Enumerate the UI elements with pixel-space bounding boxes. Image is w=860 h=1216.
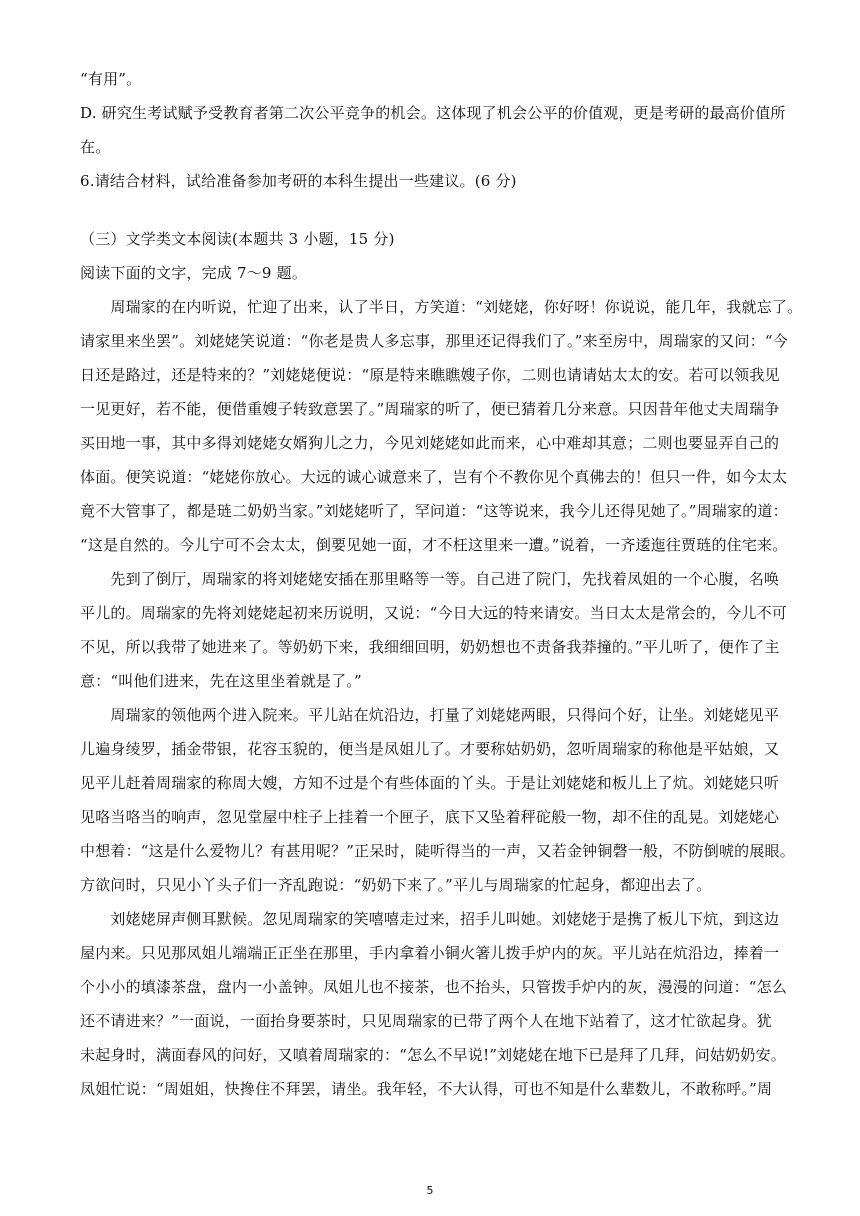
paragraph-line: 见咯当咯当的响声，忽见堂屋中柱子上挂着一个匣子，底下又坠着秤砣般一物，却不住的乱晃。刘姥姥心 [80,808,780,826]
paragraph-line: 凤姐忙说：“周姐姐，快搀住不拜罢，请坐。我年轻，不大认得，可也不知是什么辈数儿，不敢称呼。”周 [80,1080,773,1098]
paragraph-line: 还不请进来？”一面说，一面抬身要茶时，只见周瑞家的已带了两个人在地下站着了，这才忙欲起身。犹 [80,1012,772,1030]
paragraph-line: “这是自然的。今儿宁可不会太太，倒要见她一面，才不枉这里来一遭。”说着，一齐逶迤往贾琏的住宅来。 [80,536,788,554]
section-heading: （三）文学类文本阅读(本题共 3 小题，15 分) [80,230,395,248]
paragraph-line: 刘姥姥屏声侧耳默候。忽见周瑞家的笑嘻嘻走过来，招手儿叫她。刘姥姥于是携了板儿下炕，到这边 [80,910,780,928]
paragraph-3 [80,698,795,902]
paragraph-line: 意：“叫他们进来，先在这里坐着就是了。” [80,672,362,690]
paragraph-line: 平儿的。周瑞家的先将刘姥姥起初来历说明，又说：“今日大远的特来请安。当日太太是常会的，今儿不可 [80,604,788,622]
text-line: 在。 [80,138,111,156]
paragraph-line: 不见，所以我带了她进来了。等奶奶下来，我细细回明，奶奶想也不责备我莽撞的。”平儿听了，便作了主 [80,638,780,656]
paragraph-line: 儿遍身绫罗，插金带银，花容玉貌的，便当是凤姐儿了。才要称姑奶奶，忽听周瑞家的称他是平姑娘，又 [80,740,780,758]
paragraph-line: 周瑞家的在内听说，忙迎了出来，认了半日，方笑道：“刘姥姥，你好呀！你说说，能几年，我就忘了。 [80,298,803,316]
paragraph-2 [80,562,788,698]
reading-instruction: 阅读下面的文字，完成 7～9 题。 [80,264,308,282]
paragraph-line: 先到了倒厅，周瑞家的将刘姥姥安插在那里略等一等。自己进了院门，先找着凤姐的一个心腹，名唤 [80,570,780,588]
text-line: “有用”。 [80,70,142,88]
paragraph-line: 个小小的填漆茶盘，盘内一小盖钟。凤姐儿也不接茶，也不抬头，只管拨手炉内的灰，漫漫的问道：“怎么 [80,978,788,996]
paragraph-1 [80,290,803,562]
paragraph-line: 屋内来。只见那凤姐儿端端正正坐在那里，手内拿着小铜火箸儿拨手炉内的灰。平儿站在炕沿边，捧着一 [80,944,780,962]
paragraph-line: 未起身时，满面春风的问好，又嗔着周瑞家的：“怎么不早说!”刘姥姥在地下已是拜了几拜，问姑奶奶安。 [80,1046,786,1064]
paragraph-line: 请家里来坐罢”。刘姥姥笑说道：“你老是贵人多忘事，那里还记得我们了。”来至房中，周瑞家的又问：“今 [80,332,788,350]
spacer [80,198,784,222]
paragraph-4 [80,902,788,1106]
option-d-line: D. 研究生考试赋予受教育者第二次公平竞争的机会。这体现了机会公平的价值观，更是考研的最高价值所 [80,104,786,122]
paragraph-line: 一见更好，若不能，便借重嫂子转致意罢了。”周瑞家的听了，便已猜着几分来意。只因昔年他丈夫周瑞争 [80,400,780,418]
paragraph-line: 中想着：“这是什么爱物儿？有甚用呢？”正呆时，陡听得当的一声，又若金钟铜磬一般，不防倒唬的展眼。 [80,842,795,860]
question-6: 6.请结合材料，试给准备参加考研的本科生提出一些建议。(6 分) [80,172,517,190]
paragraph-line: 日还是路过，还是特来的？”刘姥姥便说：“原是特来瞧瞧嫂子你，二则也请请姑太太的安。若可以领我见 [80,366,780,384]
document-page [80,62,803,1106]
page-number: 5 [426,1184,434,1197]
paragraph-line: 竟不大管事了，都是琏二奶奶当家。”刘姥姥听了，罕问道：“这等说来，我今儿还得见她了。”周瑞家的道： [80,502,788,520]
paragraph-line: 见平儿赶着周瑞家的称周大嫂，方知不过是个有些体面的丫头。于是让刘姥姥和板儿上了炕。刘姥姥只听 [80,774,780,792]
paragraph-line: 买田地一事，其中多得刘姥姥女婿狗儿之力，今见刘姥姥如此而来，心中难却其意；二则也要显弄自己的 [80,434,780,452]
paragraph-line: 方欲问时，只见小丫头子们一齐乱跑说：“奶奶下来了。”平儿与周瑞家的忙起身，都迎出去了。 [80,876,712,894]
paragraph-line: 周瑞家的领他两个进入院来。平儿站在炕沿边，打量了刘姥姥两眼，只得问个好，让坐。刘姥姥见平 [80,706,780,724]
paragraph-line: 体面。便笑说道：“姥姥你放心。大远的诚心诚意来了，岂有个不教你见个真佛去的！但只一件，如今太太 [80,468,788,486]
